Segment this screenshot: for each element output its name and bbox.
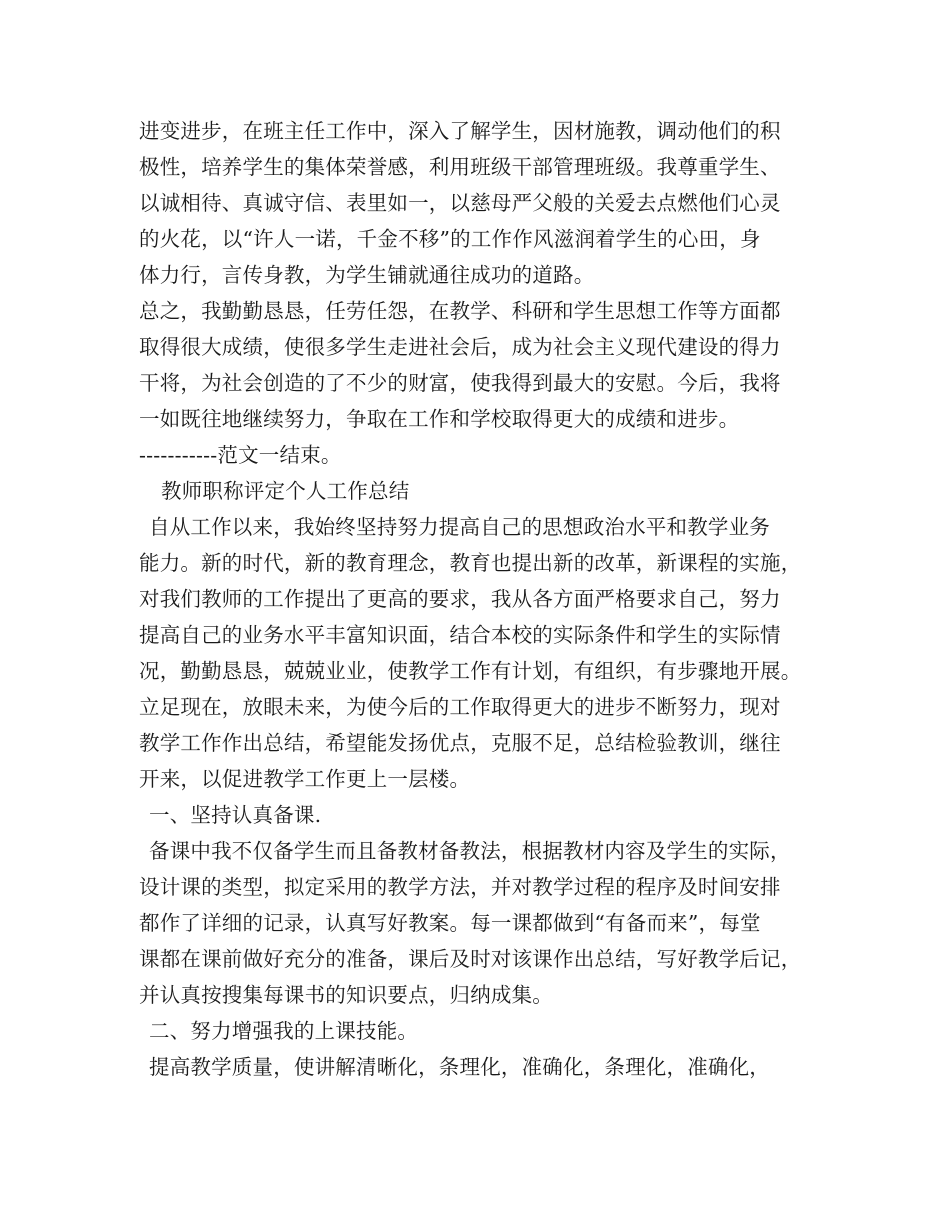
text-line: 教学工作作出总结，希望能发扬优点，克服不足，总结检验教训，继往 [139,731,781,755]
text-line: 都作了详细的记录，认真写好教案。每一课都做到“有备而来”，每堂 [139,911,761,935]
text-line: 进变进步，在班主任工作中，深入了解学生，因材施教，调动他们的积 [139,119,781,143]
text-line: 的火花，以“许人一诺，千金不移”的工作作风滋润着学生的心田，身 [139,227,761,251]
section-heading: 二、努力增强我的上课技能。 [149,1019,419,1043]
text-line: 极性，培养学生的集体荣誉感，利用班级干部管理班级。我尊重学生、 [139,155,781,179]
text-line: 并认真按搜集每课书的知识要点，归纳成集。 [139,983,553,1007]
section-end-marker: -----------范文一结束。 [139,443,342,467]
text-line: 一如既往地继续努力，争取在工作和学校取得更大的成绩和进步。 [139,407,740,431]
text-line: 总之，我勤勤恳恳，任劳任怨，在教学、科研和学生思想工作等方面都 [139,299,781,323]
text-line: 提高教学质量，使讲解清晰化，条理化，准确化，条理化，准确化， [149,1055,770,1079]
text-line: 备课中我不仅备学生而且备教材备教法，根据教材内容及学生的实际， [149,839,791,863]
text-line: 课都在课前做好充分的准备，课后及时对该课作出总结，写好教学后记， [139,947,802,971]
text-line: 提高自己的业务水平丰富知识面，结合本校的实际条件和学生的实际情 [139,623,781,647]
document-title: 教师职称评定个人工作总结 [161,479,410,503]
text-line: 对我们教师的工作提出了更高的要求，我从各方面严格要求自己，努力 [139,587,781,611]
text-line: 体力行，言传身教，为学生铺就通往成功的道路。 [139,263,595,287]
text-line: 干将，为社会创造的了不少的财富，使我得到最大的安慰。今后，我将 [139,371,781,395]
text-line: 取得很大成绩，使很多学生走进社会后，成为社会主义现代建设的得力 [139,335,781,359]
document-body [139,113,819,1085]
text-line: 自从工作以来，我始终坚持努力提高自己的思想政治水平和教学业务 [149,515,770,539]
text-line: 立足现在，放眼未来，为使今后的工作取得更大的进步不断努力，现对 [139,695,781,719]
section-heading: 一、坚持认真备课. [149,803,322,827]
text-line: 以诚相待、真诚守信、表里如一，以慈母严父般的关爱去点燃他们心灵 [139,191,781,215]
text-line: 设计课的类型，拟定采用的教学方法，并对教学过程的程序及时间安排 [139,875,781,899]
text-line: 开来，以促进教学工作更上一层楼。 [139,767,471,791]
text-line: 况，勤勤恳恳，兢兢业业，使教学工作有计划，有组织，有步骤地开展。 [139,659,802,683]
text-line: 能力。新的时代，新的教育理念，教育也提出新的改革，新课程的实施， [139,551,802,575]
